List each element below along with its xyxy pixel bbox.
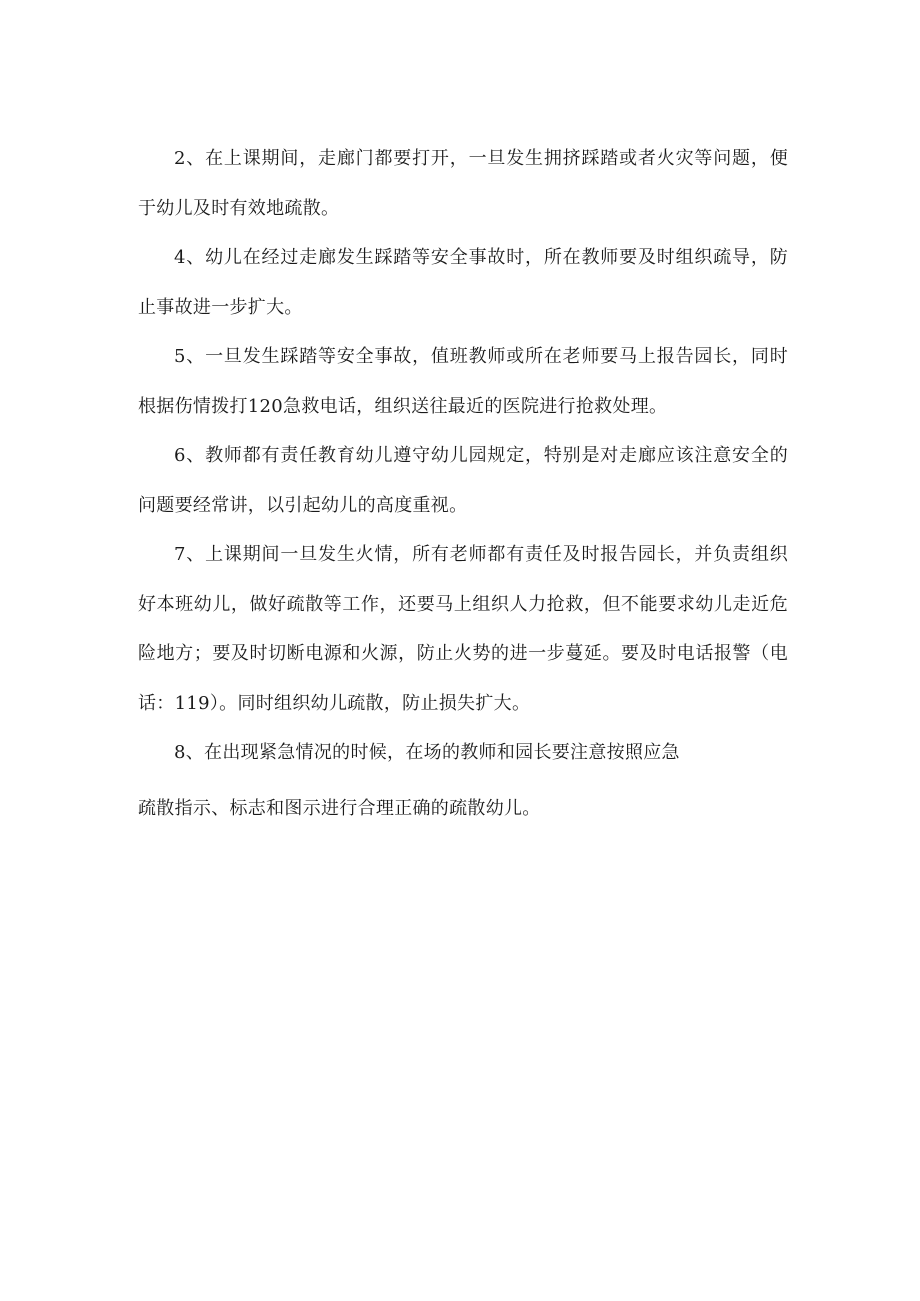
paragraph-8-line-1: 8、在出现紧急情况的时候，在场的教师和园长要注意按照应急: [174, 742, 680, 763]
paragraph-7: 7、上课期间一旦发生火情，所有老师都有责任及时报告园长，并负责组织好本班幼儿，做好疏散等工作，还要马上组织人力抢救，但不能要求幼儿走近危险地方；要及时切断电源和火源，防止火势的进一步蔓延。要及时电话报警（电话：119）。同时组织幼儿疏散，防止损失扩大。: [138, 544, 788, 714]
paragraph-8-line-2: 疏散指示、标志和图示进行合理正确的疏散幼儿。: [138, 797, 541, 819]
paragraph-4: 4、幼儿在经过走廊发生踩踏等安全事故时，所在教师要及时组织疏导，防止事故进一步扩大。: [138, 247, 788, 318]
paragraph-8: [138, 728, 788, 833]
paragraph-2: 2、在上课期间，走廊门都要打开，一旦发生拥挤踩踏或者火灾等问题，便于幼儿及时有效地疏散。: [138, 148, 788, 219]
paragraph-5: 5、一旦发生踩踏等安全事故，值班教师或所在老师要马上报告园长，同时根据伤情拨打120急救电话，组织送往最近的医院进行抢救处理。: [138, 346, 788, 417]
paragraph-6: 6、教师都有责任教育幼儿遵守幼儿园规定，特别是对走廊应该注意安全的问题要经常讲，以引起幼儿的高度重视。: [138, 445, 788, 516]
document-body: [138, 134, 788, 833]
